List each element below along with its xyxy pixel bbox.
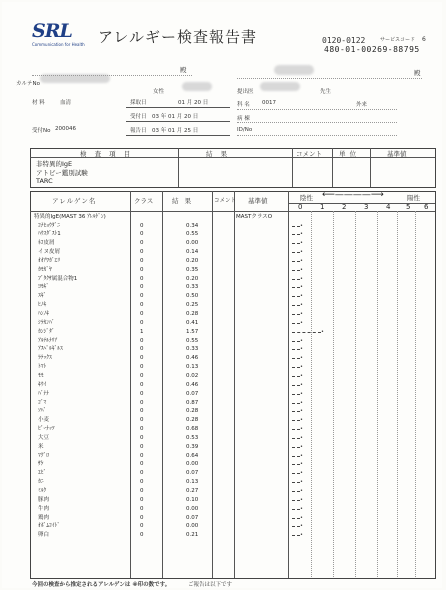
collect-date-label: 採取日 <box>130 100 147 106</box>
allergen-value: 0.07 <box>186 390 199 397</box>
class-bar <box>292 411 300 412</box>
allergen-class: 0 <box>140 496 144 503</box>
col-class: クラス <box>134 197 154 205</box>
allergen-value: 0.41 <box>186 319 199 326</box>
allergen-value: 0.39 <box>186 443 199 450</box>
class-bar <box>292 394 300 395</box>
allergen-value: 0.68 <box>186 426 199 433</box>
class-bar <box>292 287 300 288</box>
allergen-value: 0.64 <box>186 452 199 459</box>
section1-col-div1 <box>178 148 179 187</box>
name-underline <box>32 75 192 76</box>
class-bar <box>292 376 300 377</box>
class-bar <box>292 500 300 501</box>
allergen-value: 0.46 <box>186 355 199 362</box>
section1-col-result: 結 果 <box>206 150 231 158</box>
allergen-class: 0 <box>140 319 144 326</box>
redacted-age <box>182 82 212 91</box>
allergen-class: 0 <box>140 302 144 309</box>
class-mark: • <box>300 479 303 486</box>
class-mark: • <box>300 364 303 371</box>
receive-date-label: 受付日 <box>130 114 147 120</box>
report-date-label: 報告日 <box>130 128 147 134</box>
allergen-value: 0.21 <box>186 532 199 539</box>
allergen-value: 0.35 <box>186 266 199 273</box>
section1-line2: アトピー鑑別試験 <box>36 169 88 177</box>
class-mark: • <box>300 390 303 397</box>
allergen-class: 0 <box>140 222 144 229</box>
class-mark: • <box>300 505 303 512</box>
class-mark: • <box>300 337 303 344</box>
section1-line3: TARC <box>36 177 53 185</box>
class-mark: • <box>300 319 303 326</box>
class-bar <box>292 270 300 271</box>
allergen-class: 0 <box>140 408 144 415</box>
allergen-class: 0 <box>140 488 144 494</box>
allergen-value: 0.53 <box>186 434 199 441</box>
allergen-name: 豚肉 <box>38 496 50 503</box>
receipt-no-label: 受付No <box>32 128 51 134</box>
allergen-class: 0 <box>140 346 144 353</box>
allergen-value: 0.46 <box>186 381 199 388</box>
class-bar <box>292 305 300 306</box>
col-div-scale <box>288 191 289 578</box>
scale-gridline <box>377 211 378 577</box>
allergen-value: 0.20 <box>186 257 199 264</box>
class-bar <box>292 526 300 527</box>
class-bar <box>292 420 300 421</box>
col-ref: 基準値 <box>248 197 268 205</box>
allergen-value: 0.33 <box>186 284 199 291</box>
class-bar <box>292 473 300 474</box>
section1-col-unit: 単 位 <box>339 150 358 158</box>
material-value: 血清 <box>60 100 72 106</box>
allergen-table <box>30 191 436 579</box>
scale-number: 2 <box>342 203 347 211</box>
group-label: 特異的IgE(MAST 36 ｱﾚﾙｹﾞﾝ) <box>34 214 106 220</box>
bed-label: ID/No <box>237 127 253 133</box>
class-bar <box>292 234 300 235</box>
allergen-value: 0.25 <box>186 302 199 309</box>
allergen-class: 0 <box>140 417 144 424</box>
scale-number: 0 <box>298 203 303 211</box>
class-bar <box>292 535 300 536</box>
class-bar <box>292 332 321 333</box>
class-mark: • <box>321 328 324 335</box>
class-bar <box>292 438 300 439</box>
allergen-name: ｶﾝｼﾞﾀﾞ <box>38 328 55 335</box>
class-mark: • <box>300 381 303 388</box>
allergen-name: ｷｳｲ <box>38 381 47 388</box>
positive-label: 陽性 <box>407 194 420 202</box>
class-mark: • <box>300 372 303 379</box>
class-bar <box>292 385 300 386</box>
allergen-value: 0.07 <box>186 514 199 521</box>
allergen-name: ｵﾎﾞﾑｺｲﾄﾞ <box>38 523 61 530</box>
allergen-name: 小麦 <box>38 417 50 424</box>
class-mark: • <box>300 293 303 300</box>
allergen-class: 0 <box>140 240 144 247</box>
allergen-name: 卵白 <box>38 532 50 539</box>
allergen-name: ｺﾅﾋｮｳﾀﾞﾆ <box>38 222 61 229</box>
scale-gridline <box>415 211 416 577</box>
allergen-class: 0 <box>140 364 144 371</box>
allergen-class: 0 <box>140 426 144 433</box>
redacted-facility <box>274 65 314 75</box>
class-mark: • <box>300 399 303 406</box>
allergen-name: ﾈｺ皮屑 <box>38 240 55 247</box>
class-bar <box>292 464 300 465</box>
allergen-value: 0.55 <box>186 337 199 344</box>
allergen-value: 0.02 <box>186 372 199 379</box>
logo-tagline: Communication for Health <box>32 42 85 47</box>
scale-number: 1 <box>320 203 325 211</box>
allergen-name: ﾏｸﾞﾛ <box>38 452 50 459</box>
class-bar <box>292 349 300 350</box>
class-mark: • <box>300 532 303 539</box>
allergen-name: 鶏肉 <box>38 514 50 521</box>
allergen-name: ﾋﾉｷ <box>38 302 47 309</box>
dept-value: 0017 <box>262 100 276 106</box>
allergen-name: ﾓﾓ <box>38 372 44 379</box>
allergen-name: ﾗﾃｯｸｽ <box>38 355 52 362</box>
class-mark: • <box>300 222 303 229</box>
allergen-class: 0 <box>140 355 144 362</box>
bed-underline <box>237 135 397 136</box>
allergen-value: 0.87 <box>186 399 199 406</box>
scale-number: 6 <box>424 203 429 211</box>
chart-no-label: カルテNo <box>16 81 40 87</box>
class-mark: • <box>300 514 303 521</box>
allergen-value: 0.00 <box>186 505 199 512</box>
allergen-value: 0.13 <box>186 479 199 486</box>
service-code-value: 6 <box>422 36 426 43</box>
class-mark: • <box>300 408 303 415</box>
allergen-value: 0.20 <box>186 275 199 282</box>
class-bar <box>292 243 300 244</box>
allergen-value: 0.14 <box>186 249 199 256</box>
scale-number: 3 <box>364 203 369 211</box>
class-bar <box>292 403 300 404</box>
allergen-name: 大豆 <box>38 434 50 441</box>
col-comment: コメント <box>214 198 237 204</box>
allergen-class: 0 <box>140 470 144 477</box>
class-mark: • <box>300 355 303 362</box>
class-mark: • <box>300 426 303 433</box>
class-bar <box>292 314 300 315</box>
ward-label: 病 棟 <box>237 116 250 122</box>
patient-honorific: 殿 <box>180 66 187 74</box>
class-bar <box>292 261 300 262</box>
allergen-class: 0 <box>140 461 144 468</box>
class-mark: • <box>300 470 303 477</box>
allergen-value: 0.55 <box>186 231 199 238</box>
col-div-result <box>162 191 163 578</box>
allergen-value: 0.28 <box>186 311 199 317</box>
class-bar <box>292 482 300 483</box>
section1-col-div2 <box>292 148 293 187</box>
phone-number: 0120-0122 <box>322 36 366 45</box>
allergen-class: 0 <box>140 249 144 256</box>
allergen-name: ｶﾆ <box>38 479 44 486</box>
allergen-value: 0.50 <box>186 293 199 300</box>
allergen-class: 0 <box>140 311 144 317</box>
allergen-class: 0 <box>140 275 144 282</box>
allergen-name: ﾄﾏﾄ <box>38 364 47 371</box>
class-bar <box>292 367 300 368</box>
report-page <box>2 2 442 588</box>
scale-gridline <box>311 211 312 577</box>
class-bar <box>292 279 300 280</box>
allergen-name: ｶﾓｶﾞﾔ <box>38 266 52 273</box>
allergen-value: 0.00 <box>186 523 199 530</box>
allergen-name: ｽｷﾞ <box>38 293 47 300</box>
facility-honorific: 殿 <box>414 69 421 77</box>
allergen-class: 0 <box>140 372 144 379</box>
allergen-name: ﾐﾙｸ <box>38 488 47 494</box>
class-mark: • <box>300 523 303 530</box>
date-divider-2 <box>126 121 230 122</box>
receive-date-value: 03 年 01 月 20 日 <box>152 114 199 120</box>
allergen-name: ｵｵｱﾜｶﾞｴﾘ <box>38 257 61 264</box>
collect-date-value: 01 月 20 日 <box>178 100 209 106</box>
report-date-value: 03 年 01 月 25 日 <box>152 128 199 134</box>
allergen-value: 0.34 <box>186 222 199 229</box>
allergen-name: 牛肉 <box>38 505 50 512</box>
col-div-ref <box>234 191 235 578</box>
allergen-value: 0.00 <box>186 461 199 468</box>
report-code: 480-01-00269-88795 <box>324 45 420 54</box>
allergen-class: 0 <box>140 284 144 291</box>
allergen-class: 0 <box>140 293 144 300</box>
allergen-class: 0 <box>140 337 144 344</box>
class-mark: • <box>300 240 303 247</box>
section1-line1: 非特異的IgE <box>36 160 73 168</box>
scale-number: 5 <box>406 203 411 211</box>
allergen-name: ｱﾙﾃﾙﾅﾘｱ <box>38 337 58 344</box>
class-mark: • <box>300 452 303 459</box>
section1-col-item: 検 査 項 目 <box>80 150 134 158</box>
srl-logo: SRL <box>32 20 72 42</box>
class-bar <box>292 226 300 227</box>
scale-number: 4 <box>386 203 391 211</box>
facility-underline <box>237 78 422 79</box>
sex-value: 女性 <box>153 89 165 95</box>
report-title: アレルギー検査報告書 <box>98 28 258 46</box>
allergen-class: 0 <box>140 390 144 397</box>
class-mark: • <box>300 302 303 309</box>
allergen-name: ｺﾞﾏ <box>38 399 47 406</box>
allergen-class: 0 <box>140 231 144 238</box>
allergen-class: 1 <box>140 328 144 335</box>
scale-gridline <box>333 211 334 577</box>
class-bar <box>292 296 300 297</box>
class-mark: • <box>300 346 303 353</box>
allergen-class: 0 <box>140 257 144 264</box>
negative-label: 陰性 <box>300 194 313 202</box>
allergen-value: 0.13 <box>186 364 199 371</box>
allergen-class: 0 <box>140 452 144 459</box>
allergen-name: ﾋﾟｰﾅｯﾂ <box>38 426 55 433</box>
dept-type: 外来 <box>356 102 368 108</box>
section1-col-div3 <box>332 148 333 187</box>
class-mark: • <box>300 443 303 450</box>
class-bar <box>292 456 300 457</box>
allergen-class: 0 <box>140 266 144 273</box>
doctor-suffix: 先生 <box>320 89 332 95</box>
class-bar <box>292 518 300 519</box>
dept-label: 科 名 <box>237 102 250 108</box>
class-bar <box>292 323 300 324</box>
class-bar <box>292 341 300 342</box>
allergen-class: 0 <box>140 523 144 530</box>
col-result: 結 果 <box>172 197 194 205</box>
dept-underline <box>237 109 397 110</box>
allergen-class: 0 <box>140 532 144 539</box>
allergen-value: 0.27 <box>186 488 199 494</box>
allergen-name: 米 <box>38 443 44 450</box>
class-mark: • <box>300 434 303 441</box>
allergen-class: 0 <box>140 514 144 521</box>
footer-note2: ご報告は以下です <box>188 582 233 588</box>
allergen-name: ﾖﾓｷﾞ <box>38 284 50 291</box>
class-mark: • <box>300 231 303 238</box>
material-label: 材 料 <box>32 100 45 106</box>
class-mark: • <box>300 284 303 291</box>
class-mark: • <box>300 249 303 256</box>
section1-col-ref: 基準値 <box>387 150 407 158</box>
class-mark: • <box>300 311 303 317</box>
section1-col-div4 <box>370 148 371 187</box>
allergen-name: ｿﾊﾞ <box>38 408 47 415</box>
class-bar <box>292 509 300 510</box>
allergen-class: 0 <box>140 399 144 406</box>
submitter-label: 提出医 <box>237 89 254 95</box>
range-arrow: ⟵————⟶ <box>322 190 384 200</box>
scale-gridline <box>397 211 398 577</box>
col-div-comment <box>212 191 213 578</box>
allergen-header-line <box>30 211 435 212</box>
allergen-class: 0 <box>140 443 144 450</box>
class-mark: • <box>300 496 303 503</box>
allergen-name: ﾌﾞﾀｸｻ属混合物1 <box>38 275 78 282</box>
scale-gridline <box>355 211 356 577</box>
allergen-class: 0 <box>140 381 144 388</box>
allergen-class: 0 <box>140 505 144 512</box>
class-bar <box>292 252 300 253</box>
allergen-name: ﾊｳｽﾀﾞｽﾄ1 <box>38 231 61 238</box>
allergen-value: 0.28 <box>186 417 199 424</box>
ward-underline <box>237 122 397 123</box>
allergen-name: ｱｽﾍﾟﾙｷﾞﾙｽ <box>38 346 63 353</box>
allergen-value: 1.57 <box>186 328 199 335</box>
date-divider-3 <box>126 135 230 136</box>
allergen-value: 0.33 <box>186 346 199 353</box>
allergen-name: ｼﾗｶﾝﾊﾞ <box>38 319 55 326</box>
date-divider-1 <box>126 107 230 108</box>
footer-note: 今回の検査から推定されるアレルゲンは ※印の数です。 <box>32 582 171 588</box>
allergen-class: 0 <box>140 479 144 486</box>
class-mark: • <box>300 275 303 282</box>
allergen-name: ﾊﾝﾉｷ <box>38 311 50 317</box>
class-bar <box>292 447 300 448</box>
col-div-class <box>130 191 131 578</box>
allergen-name: ｻｹ <box>38 461 44 468</box>
class-mark: • <box>300 417 303 424</box>
scale-header-line <box>288 203 435 204</box>
class-bar <box>292 358 300 359</box>
reference-text: MASTクラスO <box>236 214 273 220</box>
class-mark: • <box>300 257 303 264</box>
allergen-name: ﾊﾞﾅﾅ <box>38 390 50 397</box>
receipt-no-value: 200046 <box>55 126 76 132</box>
allergen-value: 0.28 <box>186 408 199 415</box>
allergen-value: 0.07 <box>186 470 199 477</box>
class-mark: • <box>300 461 303 468</box>
class-mark: • <box>300 266 303 273</box>
class-bar <box>292 491 300 492</box>
allergen-class: 0 <box>140 434 144 441</box>
allergen-name: イヌ皮屑 <box>38 249 61 256</box>
allergen-value: 0.00 <box>186 240 199 247</box>
allergen-value: 0.10 <box>186 496 199 503</box>
service-code-label: サービスコード <box>380 37 416 43</box>
section1-col-comment: コメント <box>296 150 322 158</box>
class-bar <box>292 429 300 430</box>
allergen-name: ｴﾋﾞ <box>38 470 47 477</box>
col-allergen-name: アレルゲン名 <box>52 197 97 205</box>
redacted-doctor <box>260 82 300 91</box>
class-mark: • <box>300 488 303 494</box>
